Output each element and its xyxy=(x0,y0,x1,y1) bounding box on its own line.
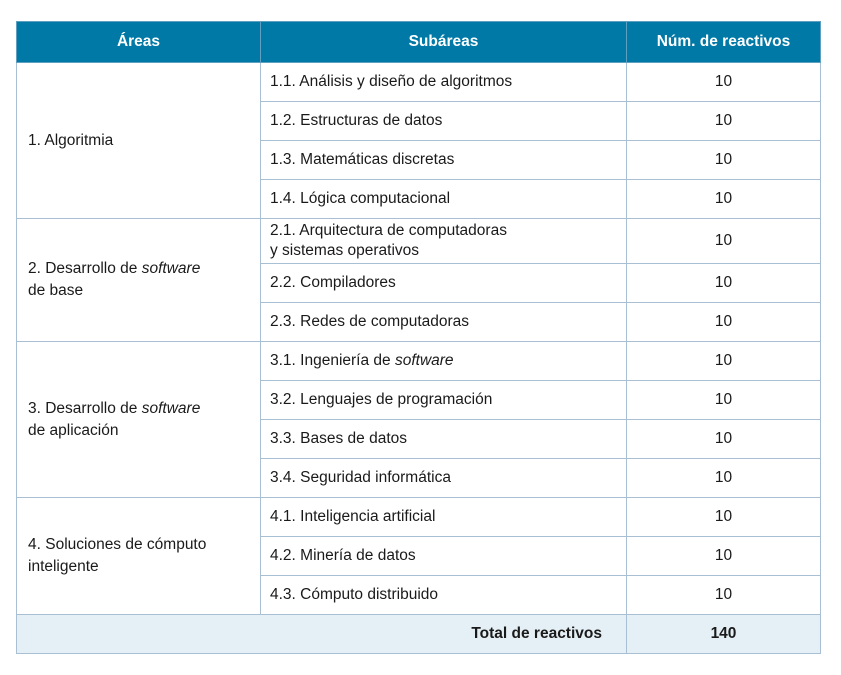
subarea-text: 1.3. Matemáticas discretas xyxy=(270,151,455,168)
subarea-text: 3.4. Seguridad informática xyxy=(270,469,451,486)
subarea-cell xyxy=(261,219,627,264)
area-text-italic: software xyxy=(141,399,201,417)
header-row xyxy=(17,22,821,63)
subarea-text: 4.1. Inteligencia artificial xyxy=(270,508,436,525)
subarea-cell xyxy=(261,342,627,381)
subarea-text: 4.2. Minería de datos xyxy=(270,547,416,564)
count-cell: 10 xyxy=(627,498,821,537)
header-areas: Áreas xyxy=(17,22,261,63)
count-cell: 10 xyxy=(627,576,821,615)
subarea-text-italic: software xyxy=(394,352,454,369)
area-cell xyxy=(17,219,261,342)
subarea-cell xyxy=(261,381,627,420)
subarea-cell xyxy=(261,264,627,303)
subarea-cell xyxy=(261,420,627,459)
total-row xyxy=(17,615,821,654)
total-value: 140 xyxy=(627,615,821,654)
area-cell xyxy=(17,63,261,219)
count-cell: 10 xyxy=(627,63,821,102)
subarea-cell xyxy=(261,141,627,180)
subarea-text: 2.2. Compiladores xyxy=(270,274,396,291)
subarea-text: 2.1. Arquitectura de computadoras xyxy=(270,222,507,239)
table-row xyxy=(17,63,821,102)
subarea-cell xyxy=(261,576,627,615)
area-text-italic: software xyxy=(141,260,201,277)
subarea-text: 1.2. Estructuras de datos xyxy=(270,112,443,129)
header-subareas: Subáreas xyxy=(261,22,627,63)
area-text-line2: de base xyxy=(28,282,84,299)
area-text-line2: inteligente xyxy=(28,558,99,575)
subarea-cell xyxy=(261,303,627,342)
count-cell: 10 xyxy=(627,342,821,381)
count-cell: 10 xyxy=(627,381,821,420)
subarea-cell xyxy=(261,102,627,141)
table-row xyxy=(17,219,821,264)
header-count: Núm. de reactivos xyxy=(627,22,821,63)
subarea-text: 3.2. Lenguajes de programación xyxy=(270,391,493,408)
area-text: 4. Soluciones de cómputo xyxy=(28,536,207,553)
count-cell: 10 xyxy=(627,141,821,180)
count-cell: 10 xyxy=(627,303,821,342)
table-row xyxy=(17,498,821,537)
table-row xyxy=(17,342,821,381)
subarea-text: 2.3. Redes de computadoras xyxy=(270,313,470,330)
area-text: 3. Desarrollo de xyxy=(28,399,142,417)
subarea-cell xyxy=(261,459,627,498)
count-cell: 10 xyxy=(627,420,821,459)
area-cell xyxy=(17,498,261,615)
area-cell xyxy=(17,342,261,498)
subarea-text: 1.4. Lógica computacional xyxy=(270,190,451,207)
count-cell: 10 xyxy=(627,219,821,264)
subarea-cell xyxy=(261,63,627,102)
area-text: 1. Algoritmia xyxy=(28,131,114,149)
count-cell: 10 xyxy=(627,537,821,576)
subarea-text: 3.1. Ingeniería de xyxy=(270,352,395,369)
areas-table xyxy=(16,21,821,654)
subarea-cell xyxy=(261,180,627,219)
count-cell: 10 xyxy=(627,180,821,219)
total-label: Total de reactivos xyxy=(17,615,627,654)
subarea-text: 1.1. Análisis y diseño de algoritmos xyxy=(270,73,513,90)
subarea-text-line2: y sistemas operativos xyxy=(270,242,420,259)
count-cell: 10 xyxy=(627,459,821,498)
subarea-text: 4.3. Cómputo distribuido xyxy=(270,586,439,603)
subarea-text: 3.3. Bases de datos xyxy=(270,430,408,447)
area-text-line2: de aplicación xyxy=(28,421,119,439)
subarea-cell xyxy=(261,537,627,576)
area-text: 2. Desarrollo de xyxy=(28,260,142,277)
count-cell: 10 xyxy=(627,264,821,303)
subarea-cell xyxy=(261,498,627,537)
count-cell: 10 xyxy=(627,102,821,141)
